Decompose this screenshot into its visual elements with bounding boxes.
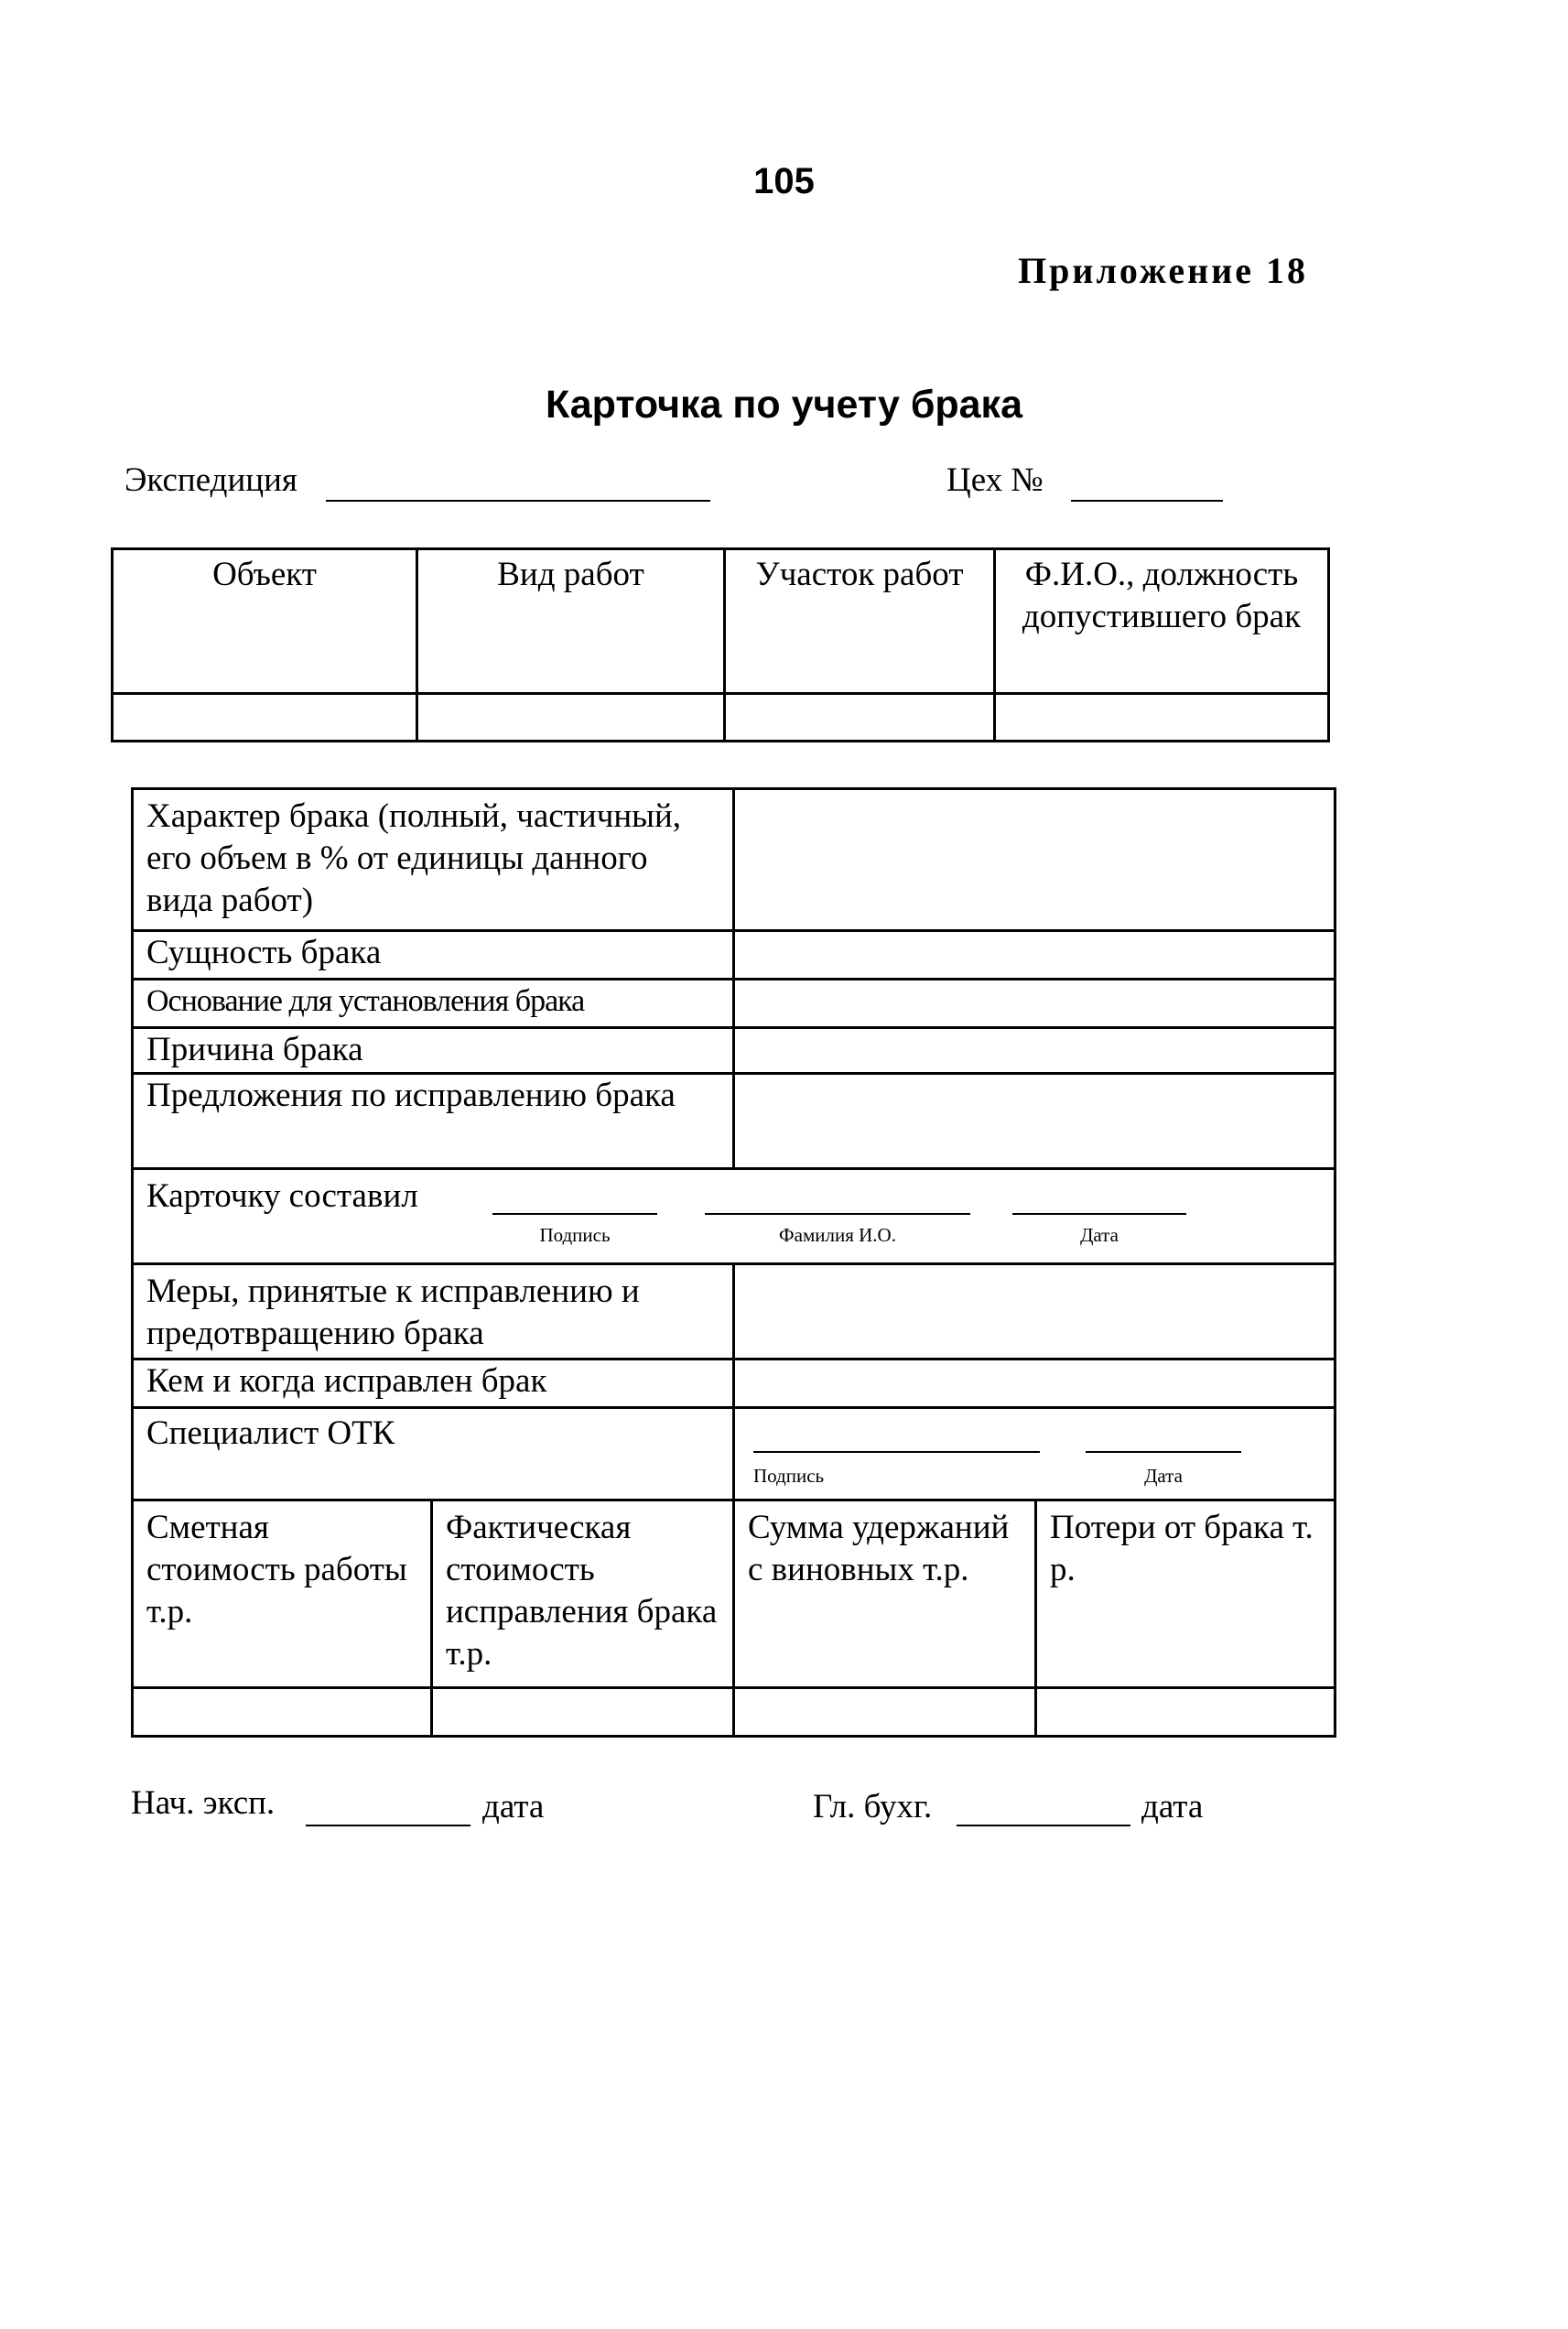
compiler-signature-caption: Подпись — [539, 1224, 611, 1246]
defect-basis-label: Основание для установления брака — [133, 980, 734, 1028]
expedition-field[interactable] — [326, 465, 710, 502]
row-otk-specialist — [133, 1408, 1336, 1500]
staff-table-row — [113, 694, 1329, 742]
cell-object[interactable] — [113, 694, 417, 742]
page-title: Карточка по учету брака — [546, 383, 1022, 427]
expedition-label: Экспедиция — [124, 461, 297, 499]
defect-cause-value[interactable] — [734, 1028, 1336, 1074]
otk-signature-line[interactable] — [753, 1451, 1040, 1453]
col-estimated-cost: Сметная стоимость работы т.р. — [133, 1500, 432, 1688]
row-defect-nature — [133, 789, 1336, 931]
correction-proposals-label: Предложения по исправлению брака — [133, 1074, 734, 1169]
col-actual-correction-cost: Фактическая стоимость исправления брака т.р. — [432, 1500, 734, 1688]
cell-defect-losses[interactable] — [1036, 1688, 1336, 1737]
cell-work-area[interactable] — [725, 694, 995, 742]
accountant-signature-field[interactable] — [957, 1790, 1130, 1826]
col-work-area: Участок работ — [725, 549, 995, 694]
col-work-type: Вид работ — [417, 549, 725, 694]
workshop-label: Цех № — [946, 461, 1044, 499]
cell-estimated-cost[interactable] — [133, 1688, 432, 1737]
row-fixed-by — [133, 1359, 1336, 1408]
accountant-date-label: дата — [1141, 1788, 1204, 1825]
compiler-date-caption: Дата — [1080, 1224, 1119, 1246]
col-responsible-person: Ф.И.О., должность допустившего брак — [995, 549, 1329, 694]
page-number: 105 — [753, 161, 815, 201]
row-cost-values — [133, 1688, 1336, 1737]
otk-date-caption: Дата — [1144, 1465, 1183, 1487]
chief-date-label: дата — [482, 1788, 545, 1825]
row-defect-basis — [133, 980, 1336, 1028]
defect-essence-label: Сущность брака — [133, 931, 734, 980]
cell-responsible-person[interactable] — [995, 694, 1329, 742]
chief-label: Нач. эксп. — [131, 1784, 276, 1822]
defect-essence-value[interactable] — [734, 931, 1336, 980]
otk-specialist-label: Специалист ОТК — [133, 1408, 734, 1500]
cell-work-type[interactable] — [417, 694, 725, 742]
row-defect-essence — [133, 931, 1336, 980]
cell-deductions-sum[interactable] — [734, 1688, 1036, 1737]
card-compiled-cell — [133, 1169, 1336, 1264]
fixed-by-value[interactable] — [734, 1359, 1336, 1408]
otk-date-line[interactable] — [1086, 1451, 1241, 1453]
otk-specialist-value — [734, 1408, 1336, 1500]
staff-table-header — [113, 549, 1329, 694]
col-defect-losses: Потери от брака т. р. — [1036, 1500, 1336, 1688]
chief-signature-field[interactable] — [306, 1790, 470, 1826]
col-deductions-sum: Сумма удержаний с виновных т.р. — [734, 1500, 1036, 1688]
measures-label: Меры, принятые к исправлению и предотвращению брака — [133, 1264, 734, 1359]
appendix-label: Приложение 18 — [1018, 250, 1308, 291]
row-card-compiled — [133, 1169, 1336, 1264]
defect-table — [131, 787, 1336, 1738]
workshop-number-field[interactable] — [1071, 465, 1223, 502]
otk-signature-caption: Подпись — [753, 1465, 825, 1487]
staff-table — [111, 547, 1330, 742]
fixed-by-label: Кем и когда исправлен брак — [133, 1359, 734, 1408]
row-cost-headers — [133, 1500, 1336, 1688]
row-correction-proposals — [133, 1074, 1336, 1169]
row-defect-cause — [133, 1028, 1336, 1074]
accountant-label: Гл. бухг. — [813, 1788, 933, 1825]
col-object: Объект — [113, 549, 417, 694]
defect-nature-value[interactable] — [734, 789, 1336, 931]
correction-proposals-value[interactable] — [734, 1074, 1336, 1169]
defect-basis-value[interactable] — [734, 980, 1336, 1028]
defect-nature-label: Характер брака (полный, частичный, его объем в % от единицы данного вида работ) — [133, 789, 734, 931]
defect-cause-label: Причина брака — [133, 1028, 734, 1074]
card-compiled-label: Карточку составил — [146, 1177, 418, 1215]
row-measures — [133, 1264, 1336, 1359]
compiler-name-caption: Фамилия И.О. — [779, 1224, 896, 1246]
cell-actual-correction-cost[interactable] — [432, 1688, 734, 1737]
measures-value[interactable] — [734, 1264, 1336, 1359]
